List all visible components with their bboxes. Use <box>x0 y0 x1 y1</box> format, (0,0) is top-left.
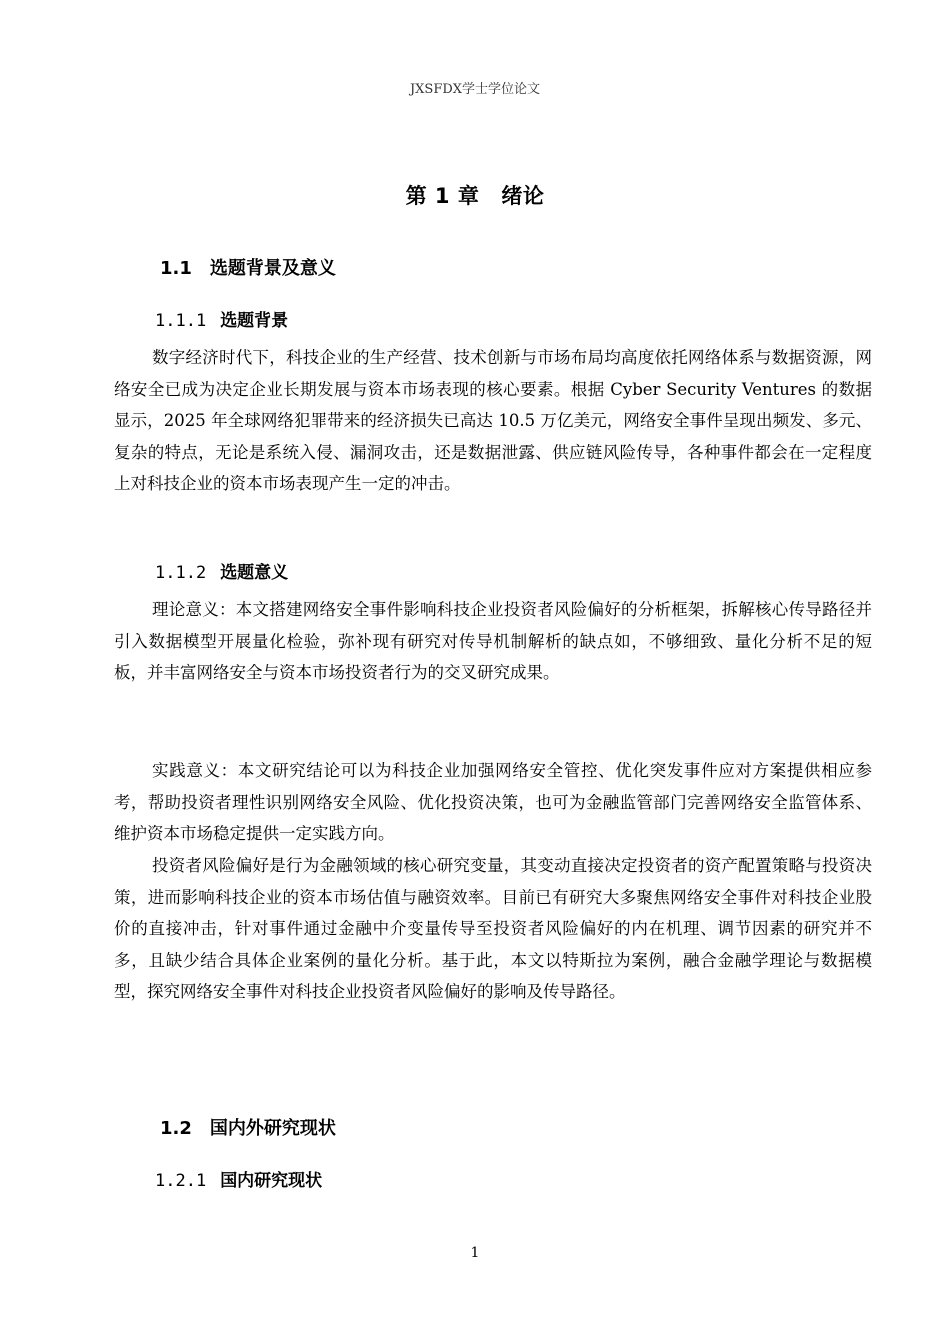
section-title: 国内外研究现状 <box>209 1118 336 1139</box>
section-number: 1.2 <box>160 1118 192 1139</box>
section-number: 1.1 <box>160 258 192 279</box>
running-header: JXSFDX学士学位论文 <box>409 82 541 97</box>
subsection-heading-1-2-1 <box>155 1166 322 1191</box>
section-heading-1-2 <box>160 1114 336 1140</box>
chapter-number: 第 1 章 <box>405 184 480 208</box>
subsection-number: 1.1.1 <box>155 311 207 331</box>
subsection-heading-1-1-1 <box>155 306 288 331</box>
paragraph-background: 数字经济时代下，科技企业的生产经营、技术创新与市场布局均高度依托网络体系与数据资源，网络安全已成为决定企业长期发展与资本市场表现的核心要素。根据 Cyber Security Ventures 的数据显示，2025 年全球网络犯罪带来的经济损失已高达 10.5 万亿美元，网络安全事件呈现出频发、多元、复杂的特点，无论是系统入侵、漏洞攻击，还是数据泄露、供应链风险传导，各种事件都会在一定程度上对科技企业的资本市场表现产生一定的冲击。 <box>114 348 872 493</box>
page-number: 1 <box>470 1245 480 1261</box>
chapter-title <box>0 180 950 210</box>
paragraph-practice: 实践意义：本文研究结论可以为科技企业加强网络安全管控、优化突发事件应对方案提供相应参考，帮助投资者理性识别网络安全风险、优化投资决策，也可为金融监管部门完善网络安全监管体系、维护资本市场稳定提供一定实践方向。 <box>114 761 872 843</box>
subsection-number: 1.1.2 <box>155 563 207 583</box>
paragraph-risk-preference: 投资者风险偏好是行为金融领域的核心研究变量，其变动直接决定投资者的资产配置策略与投资决策，进而影响科技企业的资本市场估值与融资效率。目前已有研究大多聚焦网络安全事件对科技企业股价的直接冲击，针对事件通过金融中介变量传导至投资者风险偏好的内在机理、调节因素的研究并不多，且缺少结合具体企业案例的量化分析。基于此，本文以特斯拉为案例，融合金融学理论与数据模型，探究网络安全事件对科技企业投资者风险偏好的影响及传导路径。 <box>114 856 872 1001</box>
chapter-name: 绪论 <box>501 184 545 208</box>
subsection-heading-1-1-2 <box>155 558 288 583</box>
subsection-title: 国内研究现状 <box>220 1171 323 1191</box>
subsection-title: 选题意义 <box>220 563 289 583</box>
section-title: 选题背景及意义 <box>209 258 336 279</box>
subsection-title: 选题背景 <box>220 311 289 331</box>
paragraph-theory: 理论意义：本文搭建网络安全事件影响科技企业投资者风险偏好的分析框架，拆解核心传导路径并引入数据模型开展量化检验，弥补现有研究对传导机制解析的缺点如，不够细致、量化分析不足的短板，并丰富网络安全与资本市场投资者行为的交叉研究成果。 <box>114 600 872 682</box>
subsection-number: 1.2.1 <box>155 1171 207 1191</box>
section-heading-1-1 <box>160 254 336 280</box>
